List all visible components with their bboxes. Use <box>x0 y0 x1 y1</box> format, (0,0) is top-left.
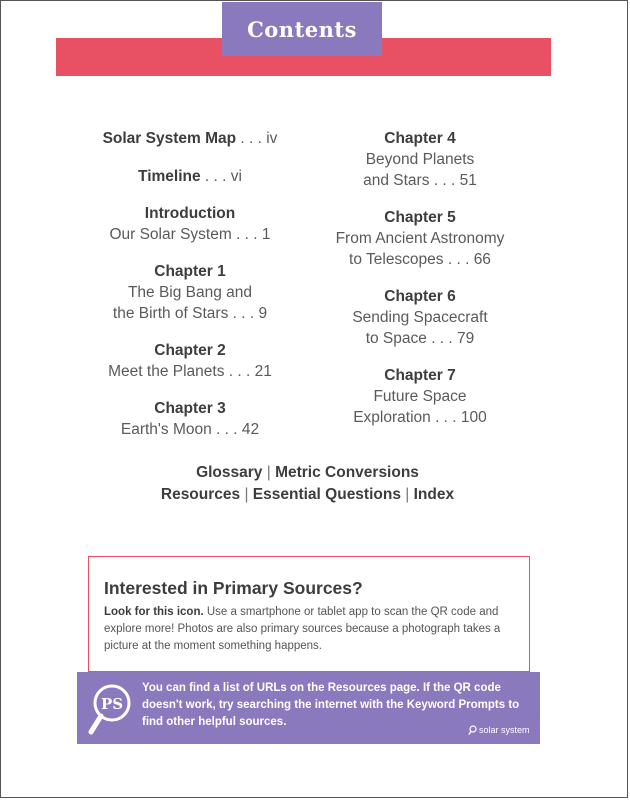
toc-entry-heading: Introduction <box>144 205 236 222</box>
back-matter-links <box>60 462 555 506</box>
toc-entry-line: Earth's Moon . . . 42 <box>120 421 260 438</box>
keyword-search-icon <box>468 725 477 735</box>
toc-entry-chapter-2[interactable] <box>60 340 320 382</box>
toc-entry-title: Timeline <box>138 168 201 185</box>
toc-entry-introduction[interactable] <box>60 203 320 245</box>
toc-entry-heading: Chapter 7 <box>384 367 456 384</box>
primary-sources-body <box>104 604 514 655</box>
toc-entry-chapter-1[interactable] <box>60 261 320 324</box>
toc-entry-page: . . . vi <box>200 168 242 185</box>
toc-entry-heading: Chapter 4 <box>384 130 456 147</box>
toc-entry-title: Solar System Map <box>102 130 237 147</box>
link-glossary[interactable]: Glossary <box>196 464 263 481</box>
title-box <box>222 2 382 56</box>
keyword-prompt <box>468 725 530 735</box>
toc-right-column <box>290 128 550 428</box>
link-essential-questions[interactable]: Essential Questions <box>252 486 401 503</box>
ps-icon-label: PS <box>100 695 124 713</box>
toc-entry-chapter-4[interactable] <box>290 128 550 191</box>
toc-entry-chapter-6[interactable] <box>290 286 550 349</box>
toc-entry-line: Our Solar System . . . 1 <box>109 226 271 243</box>
ps-band-text: You can find a list of URLs on the Resources page. If the QR code doesn't work, try searching the internet with the Keyword Prompts to find other helpful sources. <box>142 682 520 728</box>
magnifier-ps-icon <box>86 681 138 737</box>
back-matter-line-2 <box>60 484 555 506</box>
toc-entry-line: Future Space <box>373 388 467 405</box>
toc-entry-line: The Big Bang and <box>127 284 253 301</box>
link-index[interactable]: Index <box>413 486 455 503</box>
toc-entry-heading: Chapter 2 <box>154 342 226 359</box>
toc-entry-line: to Space . . . 79 <box>365 330 475 347</box>
toc-entry-line: the Birth of Stars . . . 9 <box>112 305 268 322</box>
toc-entry-line: Beyond Planets <box>365 151 475 168</box>
separator: | <box>405 486 410 503</box>
link-resources[interactable]: Resources <box>160 486 241 503</box>
link-metric-conversions[interactable]: Metric Conversions <box>275 464 419 481</box>
separator: | <box>266 464 271 481</box>
toc-entry-line: Sending Spacecraft <box>352 309 488 326</box>
toc-entry-chapter-5[interactable] <box>290 207 550 270</box>
toc-entry-line: and Stars . . . 51 <box>363 172 477 189</box>
primary-sources-heading: Interested in Primary Sources? <box>104 578 363 598</box>
toc-entry-heading: Chapter 3 <box>154 400 226 417</box>
toc-entry-chapter-3[interactable] <box>60 398 320 440</box>
toc-entry-line: From Ancient Astronomy <box>335 230 505 247</box>
toc-entry-heading: Chapter 6 <box>384 288 456 305</box>
toc-entry-heading: Chapter 5 <box>384 209 456 226</box>
toc-entry-line: Exploration . . . 100 <box>353 409 487 426</box>
toc-entry-line: to Telescopes . . . 66 <box>349 251 491 268</box>
toc-entry-page: . . . iv <box>236 130 278 147</box>
primary-sources-lead: Look for this icon. <box>104 606 204 618</box>
toc-entry-timeline[interactable] <box>60 166 320 187</box>
primary-sources-text: Use a smartphone or tablet app to scan the QR code and explore more! Photos are also primary sources because a photograph takes a picture at the moment something happens. <box>104 606 501 652</box>
toc-entry-solar-system-map[interactable] <box>60 128 320 149</box>
keyword-prompt-text: solar system <box>479 725 530 735</box>
toc-left-column <box>60 128 320 440</box>
toc-entry-line: Meet the Planets . . . 21 <box>108 363 272 380</box>
back-matter-line-1 <box>60 462 555 484</box>
separator: | <box>244 486 249 503</box>
page-title: Contents <box>247 16 357 42</box>
toc-entry-chapter-7[interactable] <box>290 365 550 428</box>
toc-entry-heading: Chapter 1 <box>154 263 226 280</box>
